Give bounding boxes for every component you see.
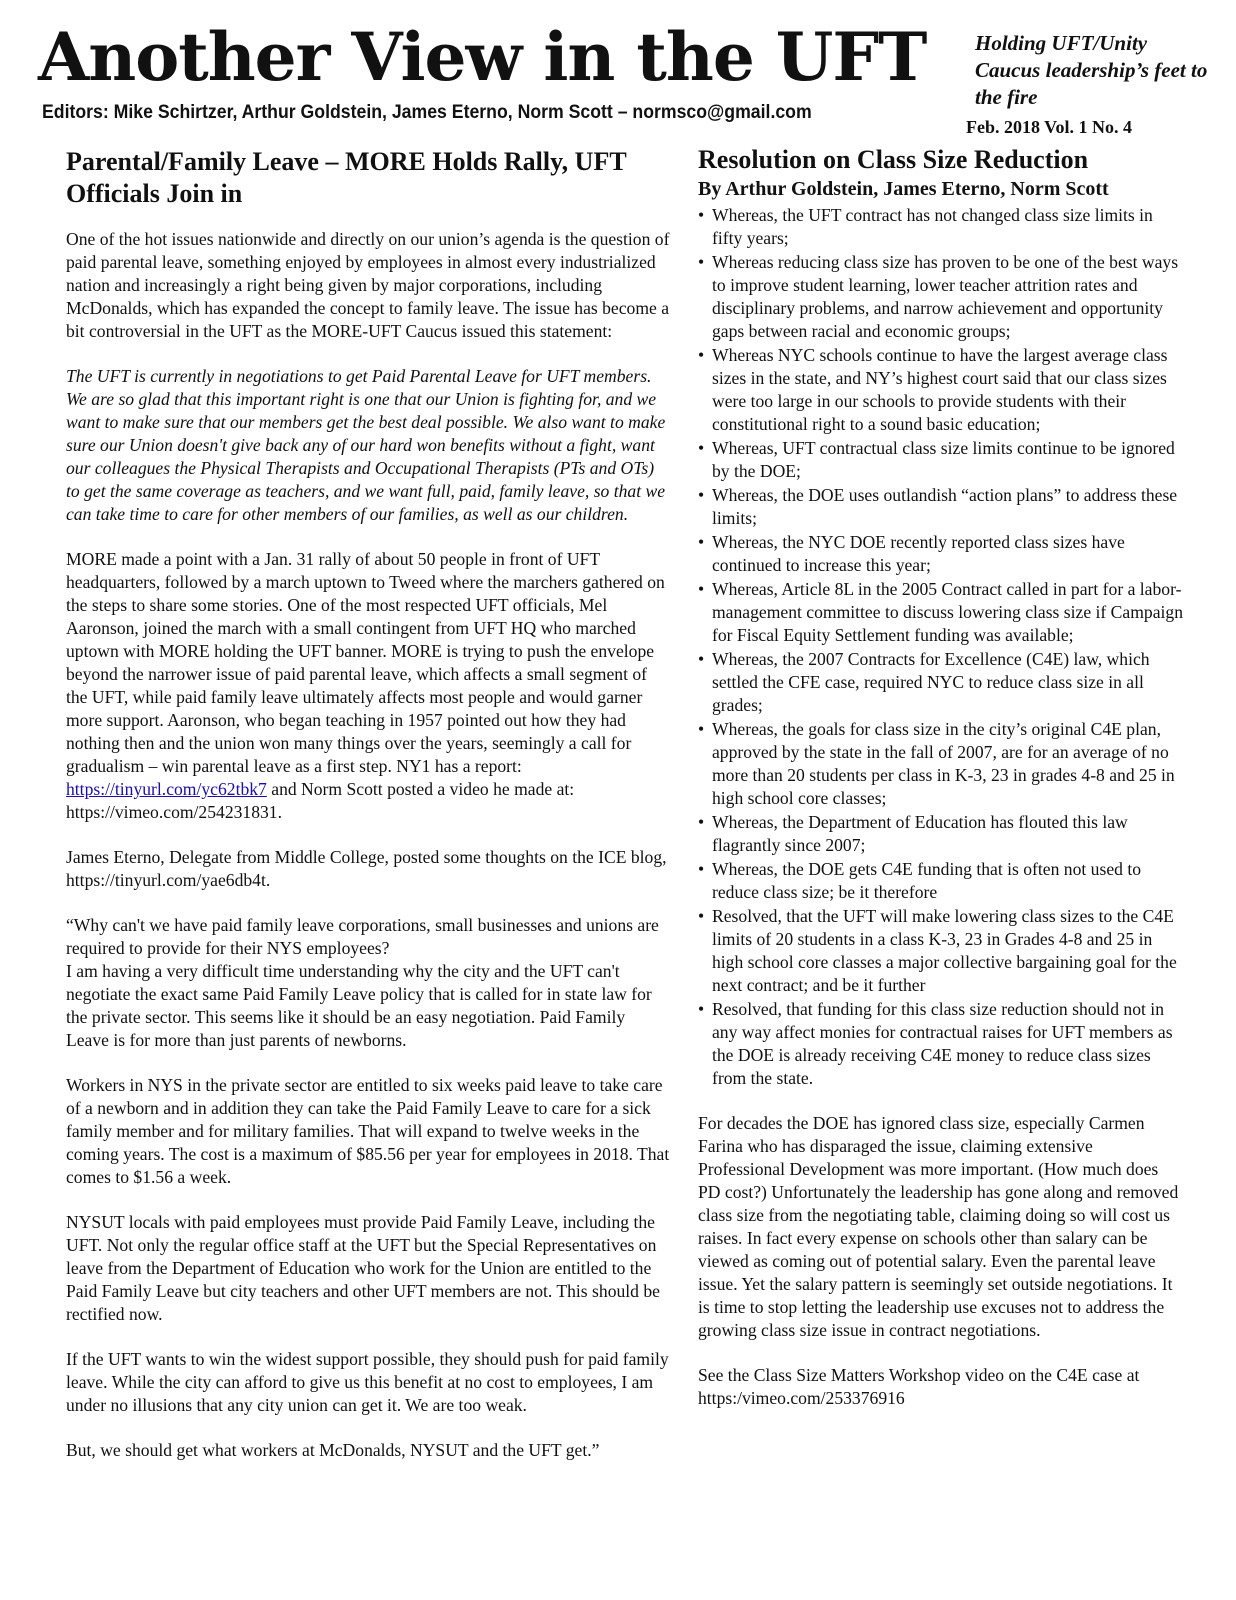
right-article <box>698 144 1184 1432</box>
ny1-report-link[interactable]: https://tinyurl.com/yc62tbk7 <box>66 779 267 799</box>
paragraph: If the UFT wants to win the widest support possible, they should push for paid family leave. While the city can afford to give us this benefit at no cost to employees, I am under no illusions that any city union can get it. We are too weak. <box>66 1349 669 1415</box>
list-item: • Whereas NYC schools continue to have the largest average class sizes in the state, and NY’s highest court said that our class sizes were too large in our schools to provide students with their constitutional right to a sound basic education; <box>698 344 1184 436</box>
list-item: • Whereas, the 2007 Contracts for Excellence (C4E) law, which settled the CFE case, required NYC to reduce class size in all grades; <box>698 648 1184 717</box>
left-article-title: Parental/Family Leave – MORE Holds Rally, UFT Officials Join in <box>66 147 627 208</box>
paragraph: NYSUT locals with paid employees must provide Paid Family Leave, including the UFT. Not only the regular office staff at the UFT but the Special Representatives on leave from the Department of Education who work for the Union are entitled to the Paid Family Leave but city teachers and other UFT members are not. This should be rectified now. <box>66 1212 660 1324</box>
right-article-title: Resolution on Class Size Reduction <box>698 145 1089 174</box>
paragraph <box>66 548 671 824</box>
masthead-title: Another View in the UFT <box>38 18 927 96</box>
list-item: • Whereas, Article 8L in the 2005 Contract called in part for a labor-management committee to discuss lowering class size if Campaign for Fiscal Equity Settlement funding was available; <box>698 578 1184 647</box>
issue-info: Feb. 2018 Vol. 1 No. 4 <box>966 117 1133 137</box>
tagline: Holding UFT/Unity Caucus leadership’s feet to the fire <box>975 31 1208 109</box>
paragraph: James Eterno, Delegate from Middle College, posted some thoughts on the ICE blog, https://tinyurl.com/yae6db4t. <box>66 847 667 890</box>
list-item: • Resolved, that the UFT will make lowering class sizes to the C4E limits of 20 students in a class K-3, 23 in Grades 4-8 and 25 in high school core classes a major collective bargaining goal for the next contract; and be it further <box>698 905 1184 997</box>
list-item: • Whereas, the DOE uses outlandish “action plans” to address these limits; <box>698 484 1184 530</box>
editors-line: Editors: Mike Schirtzer, Arthur Goldstein, James Eterno, Norm Scott – normsco@gmail.com <box>42 102 812 123</box>
list-item: • Whereas, the Department of Education has flouted this law flagrantly since 2007; <box>698 811 1184 857</box>
resolution-list <box>698 204 1184 1090</box>
left-article <box>66 146 671 1484</box>
list-item: • Whereas, the goals for class size in the city’s original C4E plan, approved by the state in the fall of 2007, are for an average of no more than 20 students per class in K-3, 23 in grades 4-8 and 25 in high school core classes; <box>698 718 1184 810</box>
paragraph: For decades the DOE has ignored class size, especially Carmen Farina who has disparaged the issue, claiming extensive Professional Development was more important. (How much does PD cost?) Unfortunately the leadership has gone along and removed class size from the negotiating table, claiming doing so will cost us raises. In fact every expense on schools other than salary can be viewed as coming out of potential salary. Even the parental leave issue. Yet the salary pattern is seemingly set outside negotiations. It is time to stop letting the leadership use excuses not to address the growing class size issue in contract negotiations. <box>698 1113 1179 1340</box>
paragraph: See the Class Size Matters Workshop video on the C4E case at https:/vimeo.com/253376916 <box>698 1365 1140 1408</box>
paragraph-text: and Norm Scott posted a video he made at: https://vimeo.com/254231831. <box>66 779 575 822</box>
list-item: • Resolved, that funding for this class size reduction should not in any way affect monies for contractual raises for UFT members as the DOE is already receiving C4E money to reduce class sizes from the state. <box>698 998 1184 1090</box>
paragraph: One of the hot issues nationwide and directly on our union’s agenda is the question of paid parental leave, something enjoyed by employees in almost every industrialized nation and increasingly a right being given by major corporations, including McDonalds, which has expanded the concept to family leave. The issue has become a bit controversial in the UFT as the MORE-UFT Caucus issued this statement: <box>66 229 670 341</box>
list-item: • Whereas, UFT contractual class size limits continue to be ignored by the DOE; <box>698 437 1184 483</box>
paragraph: But, we should get what workers at McDonalds, NYSUT and the UFT get.” <box>66 1440 600 1460</box>
byline: By Arthur Goldstein, James Eterno, Norm Scott <box>698 178 1109 200</box>
paragraph-text: MORE made a point with a Jan. 31 rally of about 50 people in front of UFT headquarters, followed by a march uptown to Tweed where the marchers gathered on the steps to share some stories. One of the most respected UFT officials, Mel Aaronson, joined the march with a small contingent from UFT HQ who marched uptown with MORE holding the UFT banner. MORE is trying to push the envelope beyond the narrower issue of paid parental leave, which affects a small segment of the UFT, while paid family leave ultimately affects most people and would garner more support. Aaronson, who began teaching in 1957 pointed out how they had nothing then and the union won many things over the years, seemingly a call for gradualism – win parental leave as a first step. NY1 has a report: <box>66 549 665 776</box>
quoted-statement: The UFT is currently in negotiations to get Paid Parental Leave for UFT members. We are so glad that this important right is one that our Union is fighting for, and we want to make sure that our members get the best deal possible. We also want to make sure our Union doesn't give back any of our hard won benefits without a fight, want our colleagues the Physical Therapists and Occupational Therapists (PTs and OTs) to get the same coverage as teachers, and we want full, paid, family leave, so that we can take time to care for other members of our families, as well as our children. <box>66 366 666 524</box>
list-item: • Whereas, the UFT contract has not changed class size limits in fifty years; <box>698 204 1184 250</box>
list-item: • Whereas, the NYC DOE recently reported class sizes have continued to increase this year; <box>698 531 1184 577</box>
list-item: • Whereas reducing class size has proven to be one of the best ways to improve student learning, lower teacher attrition rates and disciplinary problems, and narrow achievement and opportunity gaps between racial and economic groups; <box>698 251 1184 343</box>
paragraph <box>66 914 671 1052</box>
paragraph-text: I am having a very difficult time understanding why the city and the UFT can't negotiate the exact same Paid Family Leave policy that is called for in state law for the private sector. This seems like it should be an easy negotiation. Paid Family Leave is for more than just parents of newborns. <box>66 961 652 1050</box>
paragraph: Workers in NYS in the private sector are entitled to six weeks paid leave to take care of a newborn and in addition they can take the Paid Family Leave to care for a sick family member and for military families. That will expand to twelve weeks in the coming years. The cost is a maximum of $85.56 per year for employees in 2018. That comes to $1.56 a week. <box>66 1075 670 1187</box>
paragraph-text: “Why can't we have paid family leave corporations, small businesses and unions are required to provide for their NYS employees? <box>66 915 659 958</box>
list-item: • Whereas, the DOE gets C4E funding that is often not used to reduce class size; be it therefore <box>698 858 1184 904</box>
